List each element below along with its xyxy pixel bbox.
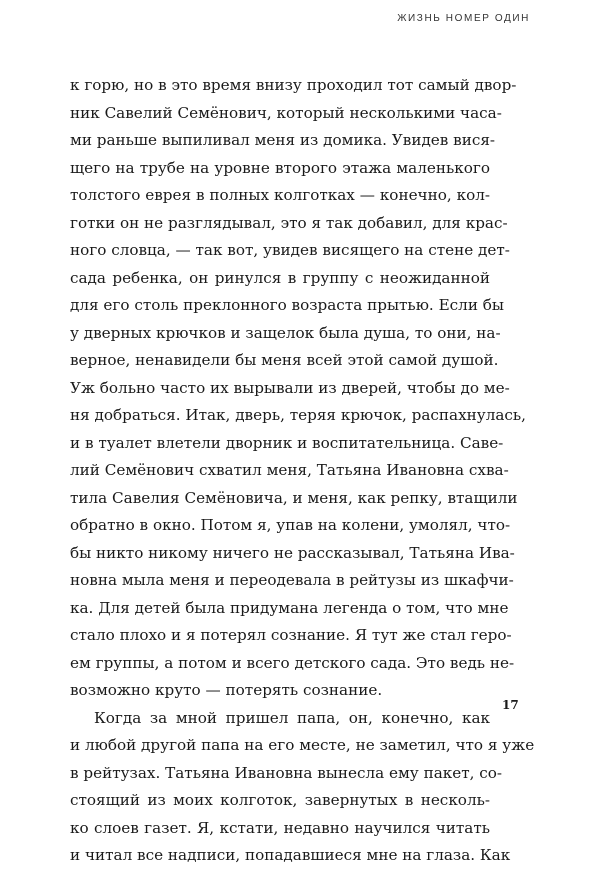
text-line: и любой другой папа на его месте, не заметил, что я уже (70, 736, 535, 754)
text-line: тила Савелия Семёновича, и меня, как репку, втащили (70, 488, 518, 507)
text-line: ка. Для детей была придумана легенда о том, что мне (70, 598, 509, 617)
running-head: ЖИЗНЬ НОМЕР ОДИН (397, 13, 530, 24)
text-line: и в туалет влетели дворник и воспитательница. Саве- (70, 433, 504, 452)
text-line: Уж больно часто их вырывали из дверей, чтобы до ме- (70, 378, 510, 397)
text-line: готки он не разглядывал, это я так добавил, для крас- (70, 213, 508, 232)
text-line: у дверных крючков и защелок была душа, то они, на- (70, 323, 501, 342)
text-line: и читал все надписи, попадавшиеся мне на глаза. Как (70, 846, 511, 864)
text-line: обратно в окно. Потом я, упав на колени, умолял, что- (70, 516, 511, 534)
page-number: 17 (502, 698, 519, 712)
paragraph-end-line: возможно круто — потерять сознание. (70, 681, 383, 699)
text-line: ного словца, — так вот, увидев висящего на стене дет- (70, 241, 510, 259)
text-line: для его столь преклонного возраста прытью. Если бы (70, 296, 505, 314)
text-line: лий Семёнович схватил меня, Татьяна Ивановна схва- (70, 461, 509, 479)
text-line: ник Савелий Семёнович, который несколькими часа- (70, 103, 502, 122)
text-line: стало плохо и я потерял сознание. Я тут же стал геро- (70, 626, 512, 644)
text-line: стоящий из моих колготок, завернутых в несколь- (70, 791, 490, 809)
text-line: сада ребенка, он ринулся в группу с неожиданной (70, 268, 490, 287)
text-line: ем группы, а потом и всего детского сада. Это ведь не- (70, 653, 515, 672)
text-line: ня добраться. Итак, дверь, теряя крючок, распахнулась, (70, 406, 527, 424)
text-line: бы никто никому ничего не рассказывал, Татьяна Ива- (70, 543, 515, 562)
paragraph-start-line: Когда за мной пришел папа, он, конечно, как (94, 708, 490, 727)
text-line: толстого еврея в полных колготках — конечно, кол- (70, 186, 490, 204)
text-line: ми раньше выпиливал меня из домика. Увидев вися- (70, 131, 496, 149)
text-line: к горю, но в это время внизу проходил тот самый двор- (70, 76, 517, 94)
text-line: новна мыла меня и переодевала в рейтузы из шкафчи- (70, 571, 514, 589)
text-line: щего на трубе на уровне второго этажа маленького (70, 158, 490, 177)
text-line: в рейтузах. Татьяна Ивановна вынесла ему пакет, со- (70, 763, 503, 782)
text-line: верное, ненавидели бы меня всей этой самой душой. (70, 351, 499, 369)
text-line: ко слоев газет. Я, кстати, недавно научился читать (70, 818, 490, 837)
